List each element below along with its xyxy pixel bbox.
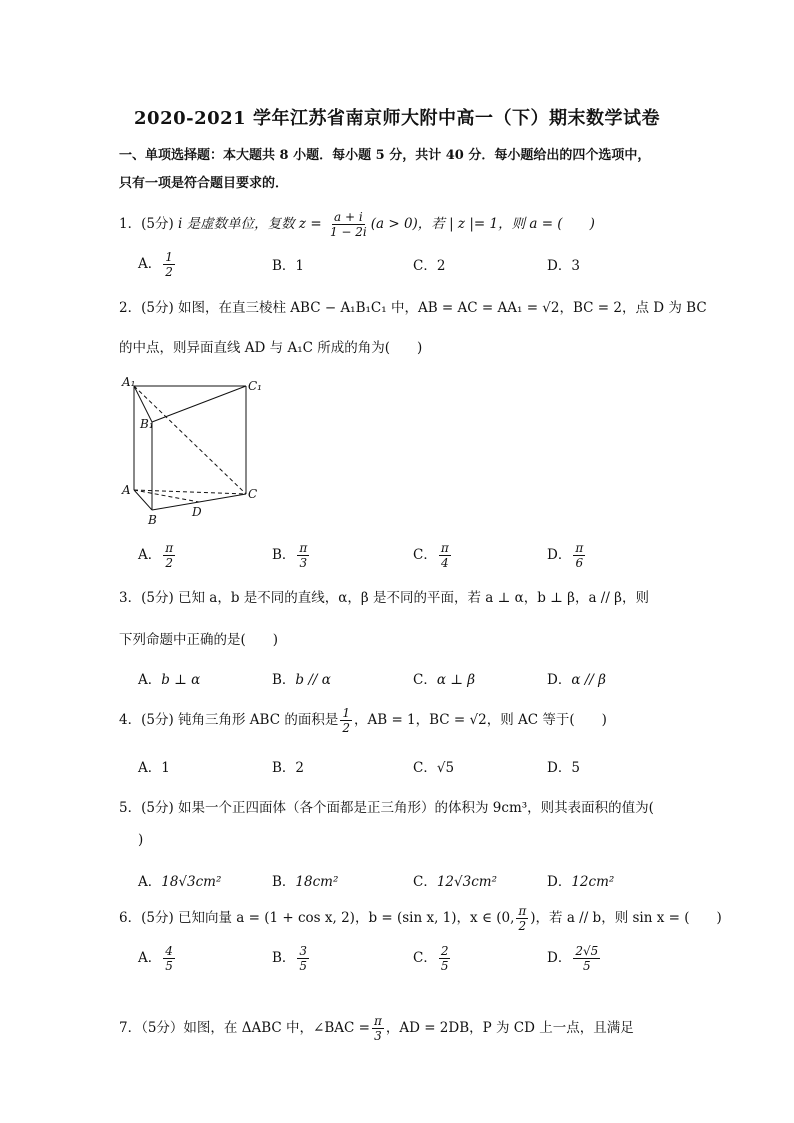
label-a1: A₁ <box>122 375 136 389</box>
question-5-line-2: ) <box>138 832 144 848</box>
q3-option-b: B．b // α <box>272 672 331 688</box>
q4-option-d: D．5 <box>547 760 580 776</box>
q5-option-c: C．12√3cm² <box>413 874 497 890</box>
q5-option-a: A．18√3cm² <box>138 874 222 890</box>
q1-option-c: C．2 <box>413 258 446 274</box>
prism-figure <box>118 372 268 532</box>
q2-option-c: C． $\frac{\pi}{4}$ <box>413 541 449 570</box>
q1-option-b: B．1 <box>272 258 305 274</box>
label-d: D <box>192 505 202 519</box>
fraction: $\frac{\pi}{2}$ <box>165 541 174 570</box>
q5-option-d: D．12cm² <box>547 874 615 890</box>
fraction: $\frac{3}{5}$ <box>299 944 308 973</box>
q2-option-b: B． $\frac{\pi}{3}$ <box>272 541 308 570</box>
q6-option-d: D． $\frac{2√5}{5}$ <box>547 944 599 973</box>
fraction: $\frac{\pi}{2}$ <box>518 904 527 933</box>
q1-option-d: D．3 <box>547 258 580 274</box>
q6-option-b: B． $\frac{3}{5}$ <box>272 944 308 973</box>
q4-option-a: A．1 <box>138 760 170 776</box>
q3-option-d: D．α // β <box>547 672 606 688</box>
q4-option-c: C．√5 <box>413 760 455 776</box>
page-title: 2020-2021 学年江苏省南京师大附中高一（下）期末数学试卷 <box>134 108 660 129</box>
section-line-2: 只有一项是符合题目要求的． <box>119 176 289 191</box>
question-2-line-1: 2．(5分) 如图，在直三棱柱 ABC − A₁B₁C₁ 中，AB = AC = AA₁ = √2，BC = 2，点 D 为 BC <box>119 300 707 316</box>
label-a: A <box>122 483 131 497</box>
fraction: $\frac{1}{2}$ <box>165 250 173 279</box>
label-c: C <box>248 487 258 501</box>
fraction: $\frac{4}{5}$ <box>165 944 173 973</box>
label-c1: C₁ <box>248 379 262 393</box>
q3-option-a: A．b ⊥ α <box>138 672 201 688</box>
fraction: $\frac{\pi}{4}$ <box>440 541 449 570</box>
question-7-stem: 7．（5分）如图，在 ΔABC 中，∠BAC = $\frac{\pi}{3}$ ，AD = 2DB，P 为 CD 上一点，且满足 <box>119 1014 634 1043</box>
label-b: B <box>148 513 157 527</box>
question-3-line-2: 下列命题中正确的是( ) <box>119 632 279 648</box>
question-2-line-2: 的中点，则异面直线 AD 与 A₁C 所成的角为( ) <box>119 340 423 356</box>
fraction: $\frac{\pi}{3}$ <box>373 1014 382 1043</box>
section-heading <box>119 142 679 198</box>
question-6-stem: 6．(5分) 已知向量 a = (1 + cos x, 2)，b = (sin x, 1)，x ∈ (0, $\frac{\pi}{2}$ )，若 a // b，则 sin x = ( ) <box>119 904 722 933</box>
fraction: $\frac{\pi}{3}$ <box>299 541 308 570</box>
q6-option-c: C． $\frac{2}{5}$ <box>413 944 449 973</box>
q6-option-a: A． $\frac{4}{5}$ <box>138 944 173 973</box>
q3-option-c: C．α ⊥ β <box>413 672 476 688</box>
q2-option-a: A． $\frac{\pi}{2}$ <box>138 541 174 570</box>
fraction: $\frac{a + i}{1 - 2i}$ <box>329 210 367 239</box>
q2-option-d: D． $\frac{\pi}{6}$ <box>547 541 584 570</box>
fraction: $\frac{\pi}{6}$ <box>575 541 584 570</box>
question-5-line-1: 5．(5分) 如果一个正四面体（各个面都是正三角形）的体积为 9cm³，则其表面积的值为( <box>119 800 654 816</box>
question-1-stem: 1．(5分) i 是虚数单位，复数 z = $\frac{a + i}{1 - 2i}$ (a > 0)，若 | z |= 1，则 a = ( ) <box>119 210 595 239</box>
q5-option-b: B．18cm² <box>272 874 339 890</box>
section-line-1: 一、单项选择题：本大题共 8 小题．每小题 5 分，共计 40 分．每小题给出的四个选项中， <box>119 148 651 163</box>
q1-option-a: A． $\frac{1}{2}$ <box>138 250 173 279</box>
edge-a1-c-dashed <box>134 386 246 494</box>
q4-option-b: B．2 <box>272 760 305 776</box>
label-b1: B₁ <box>140 417 154 431</box>
question-4-stem: 4．(5分) 钝角三角形 ABC 的面积是 $\frac{1}{2}$ ，AB = 1，BC = √2，则 AC 等于( ) <box>119 706 607 735</box>
fraction: $\frac{2√5}{5}$ <box>575 944 599 973</box>
question-3-line-1: 3．(5分) 已知 a，b 是不同的直线，α，β 是不同的平面，若 a ⊥ α，b ⊥ β，a // β，则 <box>119 590 649 606</box>
fraction: $\frac{2}{5}$ <box>440 944 449 973</box>
fraction: $\frac{1}{2}$ <box>342 706 350 735</box>
